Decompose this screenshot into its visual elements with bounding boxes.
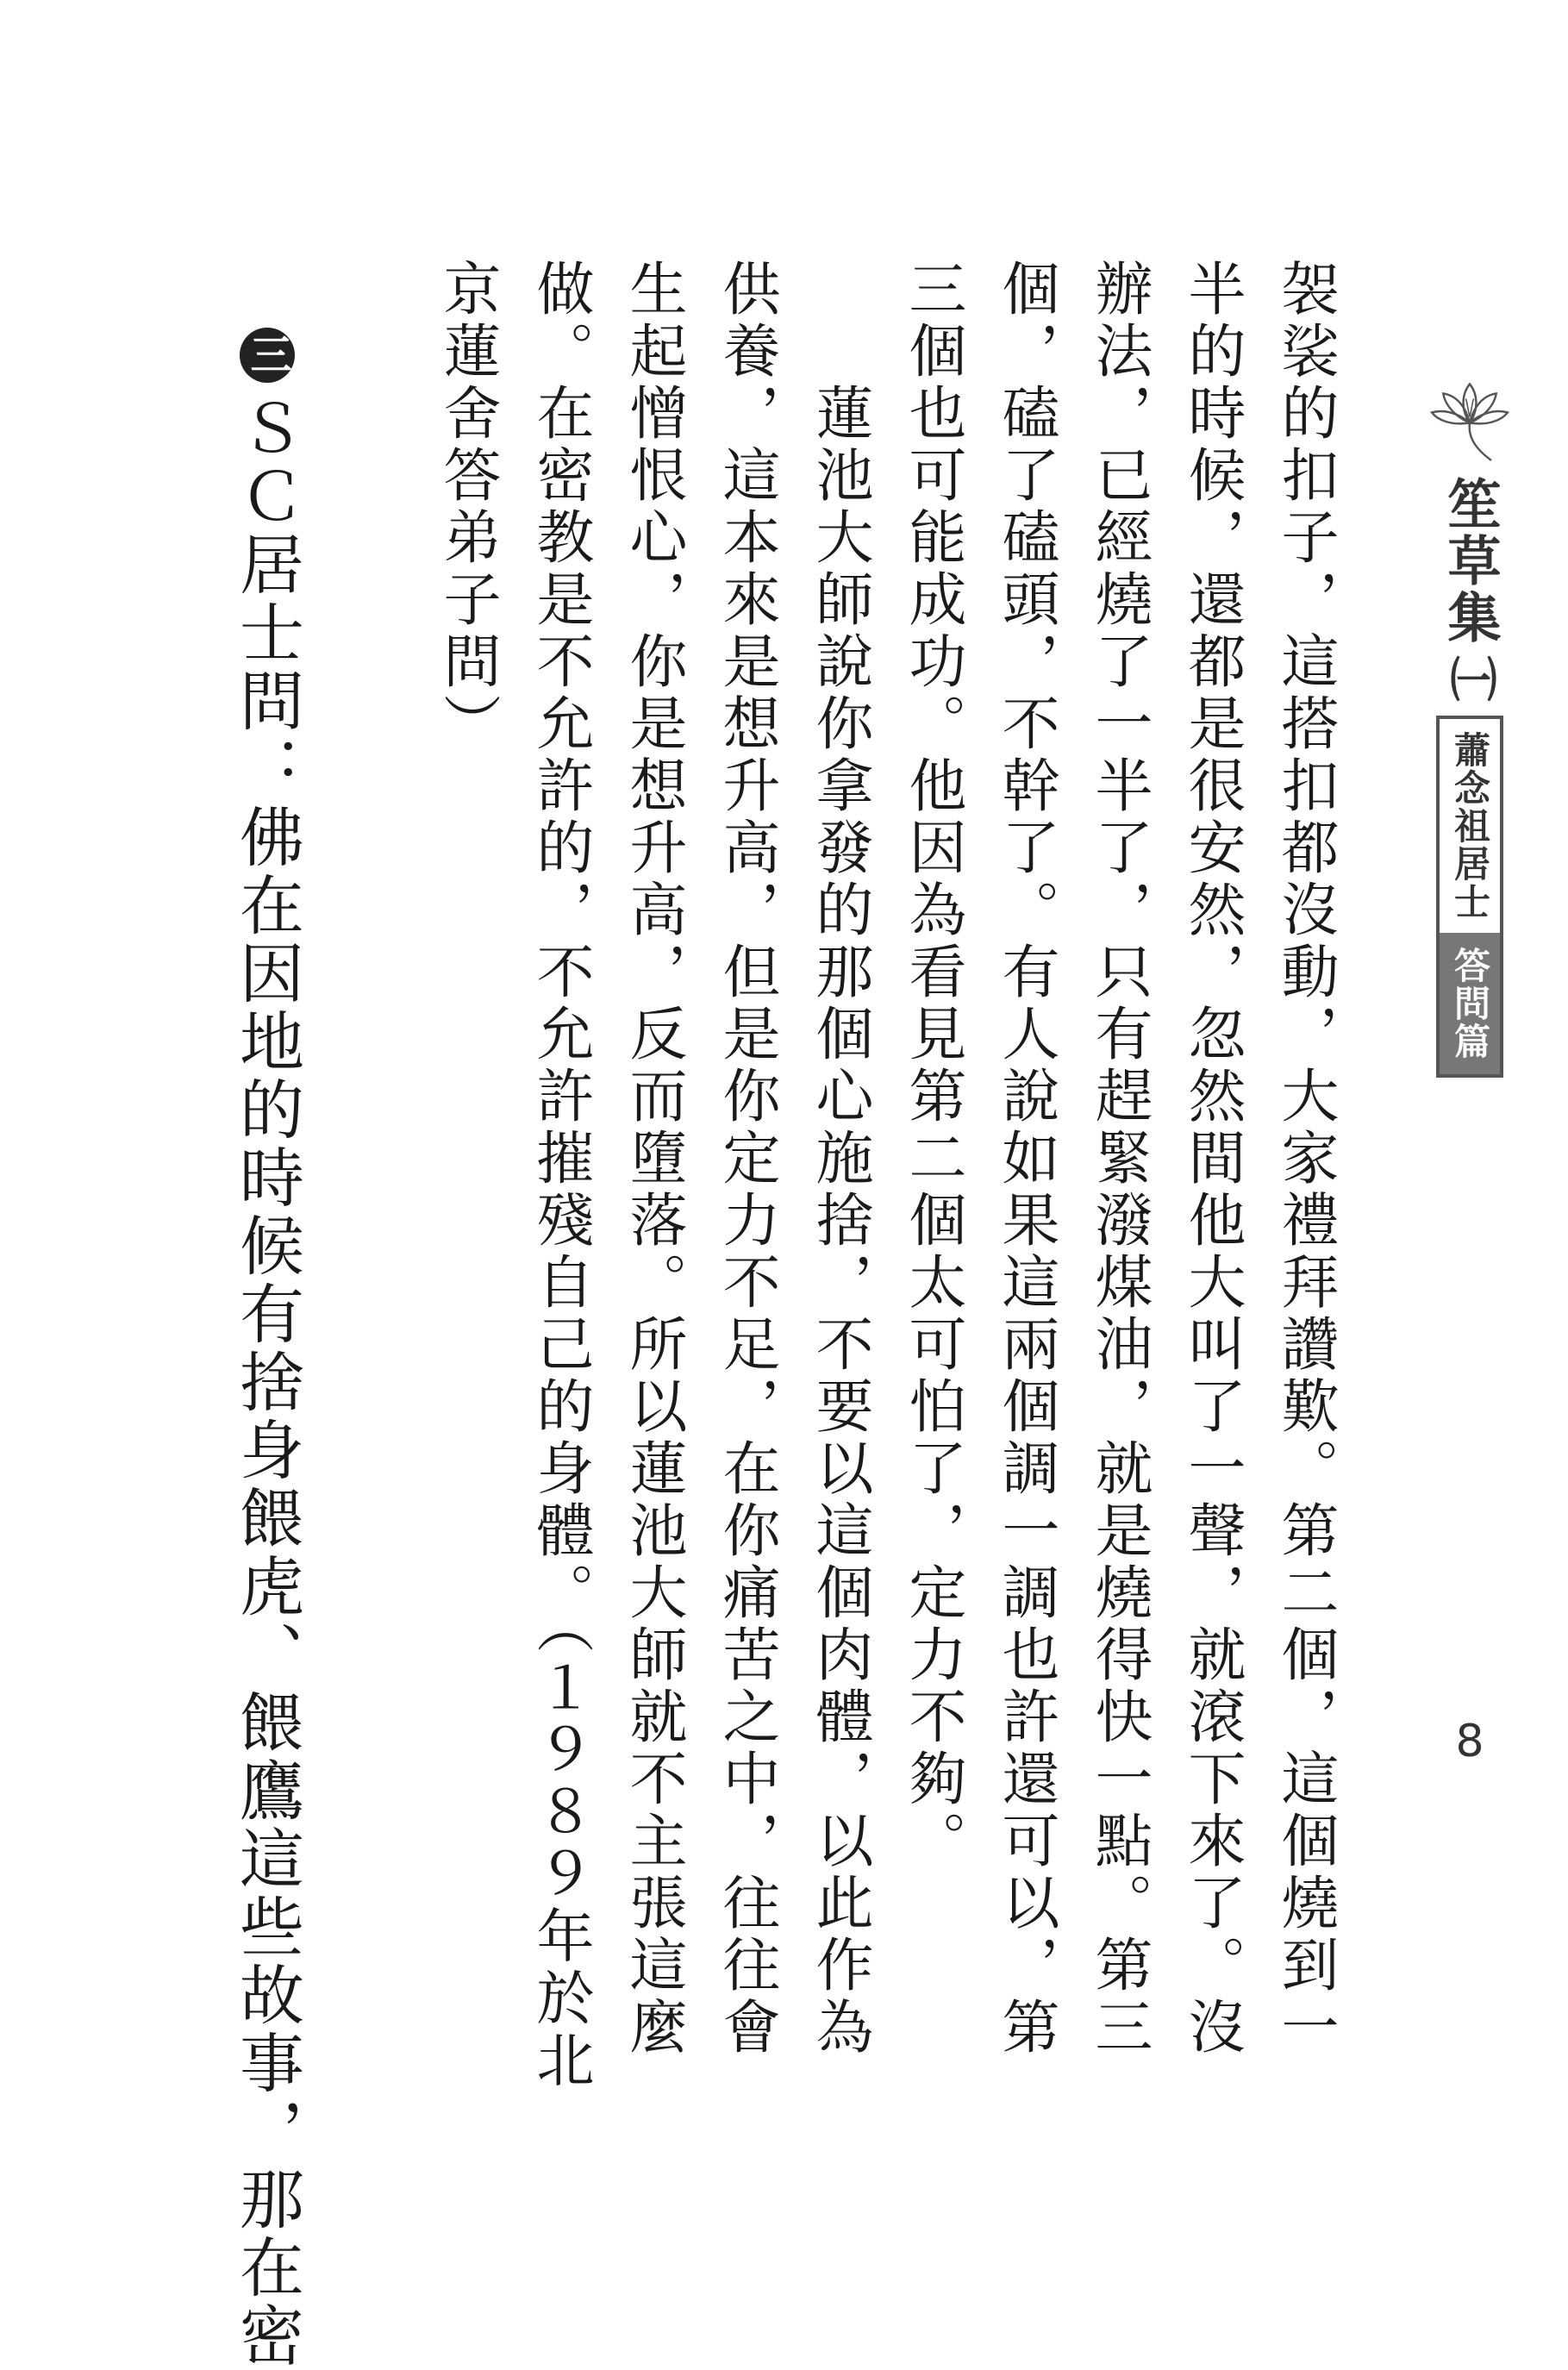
question-heading — [221, 328, 314, 2370]
question-text: ＳＣ居士問：佛在因地的時候有捨身餵虎、餵鷹這些故事，那在密 — [229, 395, 305, 2370]
body-paragraphs: 袈裟的扣子，這搭扣都沒動，大家禮拜讚歎。第二個，這個燒到一 半的時候，還都是很安然，忽然間他大叫了一聲，就滾下來了。沒 辦法，已經燒了一半了，只有趕緊潑煤油，就是燒得快一點。第三 個，磕了磕頭，不幹了。有人說如果這兩個調一調也許還可以，第 三個也可能成功。他因為看見第二個太可怕了，定力不夠。 蓮池大師說你拿發的那個心施捨，不要以這個肉體，以此作為 供養，這本來是想升高，但是你定力不足，在你痛苦之中，往往會 生起憎恨心，你是想升高，反而墮落。所以蓮池大師就不主張這麼 做。在密教是不允許的，不允許摧殘自己的身體。（１９８９年於北 京蓮舍答弟子問） — [434, 259, 1340, 2092]
page-number: 8 — [1455, 1716, 1484, 1767]
lotus-flower-icon — [1422, 371, 1517, 466]
volume-number: ㈠ — [1443, 655, 1497, 702]
running-header — [1414, 371, 1526, 1078]
question-number-badge: 三 — [240, 328, 295, 383]
author-label: 蕭念祖居士 — [1440, 719, 1500, 933]
header-label-box — [1436, 716, 1503, 1078]
section-label: 答問篇 — [1440, 933, 1500, 1074]
book-title: 笙草集 — [1439, 476, 1502, 647]
